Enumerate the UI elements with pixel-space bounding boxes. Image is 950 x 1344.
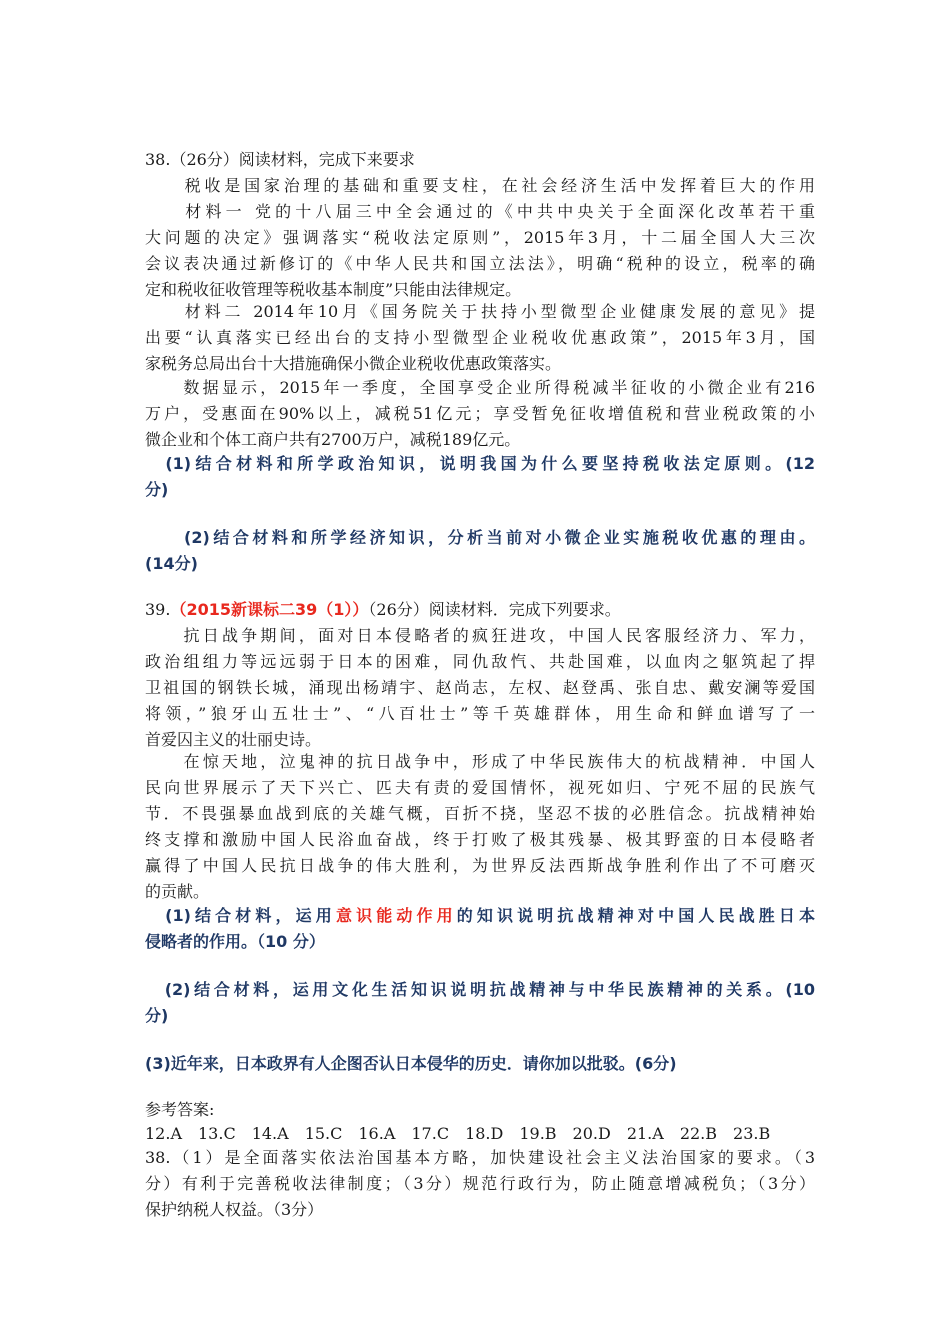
answers-q38-line: 分）有利于完善税收法律制度；（3分）规范行政行为，防止随意增减税负；（3分） — [145, 1174, 815, 1193]
q38-material-line: 微企业和个体工商户共有2700万户，减税189亿元。 — [145, 430, 521, 449]
q38-material-line: 税收是国家治理的基础和重要支柱，在社会经济生活中发挥着巨大的作用 — [145, 176, 815, 195]
q38-question-2-cont: (14分) — [145, 554, 198, 573]
q39-question-1-prefix: (1)结合材料，运用 — [145, 906, 336, 925]
q39-question-1-highlight: 意识能动作用 — [335, 906, 457, 925]
q39-question-1-suffix: 的知识说明抗战精神对中国人民战胜日本 — [456, 906, 815, 925]
q39-question-2: (2)结合材料，运用文化生活知识说明抗战精神与中华民族精神的关系。(10 — [145, 980, 815, 999]
answers-q38-line: 保护纳税人权益。（3分） — [145, 1200, 324, 1219]
q38-material-line: 大问题的决定》强调落实“税收法定原则”，2015年3月，十二届全国人大三次 — [145, 228, 815, 247]
q39-material-line: 首爱囚主义的壮丽史诗。 — [145, 730, 322, 749]
q39-question-1 — [145, 904, 815, 928]
q39-material-line: 抗日战争期间，面对日本侵略者的疯狂进攻，中国人民客服经济力、军力， — [145, 626, 815, 645]
q39-material-line: 赢得了中国人民抗日战争的伟大胜利，为世界反法西斯战争胜利作出了不可磨灭 — [145, 856, 815, 875]
q39-question-2-cont: 分) — [145, 1006, 169, 1025]
q38-material-line: 材料二 2014年10月《国务院关于扶持小型微型企业健康发展的意见》提 — [145, 302, 815, 321]
q39-header-text: （26分）阅读材料．完成下列要求。 — [368, 600, 621, 619]
q39-header — [145, 598, 815, 622]
answers-choices: 12.A 13.C 14.A 15.C 16.A 17.C 18.D 19.B 20.D 21.A 22.B 23.B — [145, 1124, 771, 1143]
q38-question-2: (2)结合材料和所学经济知识，分析当前对小微企业实施税收优惠的理由。 — [145, 528, 815, 547]
q38-header: 38.（26分）阅读材料，完成下来要求 — [145, 150, 415, 169]
q39-material-line: 民向世界展示了天下兴亡、匹夫有责的爱国情怀，视死如归、宁死不屈的民族气 — [145, 778, 815, 797]
q38-question-1-cont: 分) — [145, 480, 169, 499]
q38-material-line: 数据显示，2015年一季度，全国享受企业所得税减半征收的小微企业有216 — [145, 378, 815, 397]
q39-material-line: 将领，”狼牙山五壮士”、“八百壮士”等千英雄群体，用生命和鲜血谱写了一 — [145, 704, 815, 723]
q39-question-1-cont: 侵略者的作用。（10 分） — [145, 932, 325, 951]
q39-source-tag: （2015新课标二39（1）） — [170, 600, 369, 619]
q38-material-line: 家税务总局出台十大措施确保小微企业税收优惠政策落实。 — [145, 354, 562, 373]
q39-material-line: 的贡献。 — [145, 882, 210, 901]
q39-material-line: 在惊天地，泣鬼神的抗日战争中，形成了中华民族伟大的杭战精神．中国人 — [145, 752, 815, 771]
q38-question-1: (1)结合材料和所学政治知识，说明我国为什么要坚持税收法定原则。(12 — [145, 454, 815, 473]
q39-material-line: 卫祖国的钢铁长城，涌现出杨靖宇、赵尚志，左权、赵登禹、张自忠、戴安澜等爱国 — [145, 678, 815, 697]
q39-material-line: 节．不畏强暴血战到底的关雄气概，百折不挠，坚忍不拔的必胜信念。抗战精神始 — [145, 804, 815, 823]
q38-material-line: 万户，受惠面在90%以上，减税51亿元；享受暂免征收增值税和营业税政策的小 — [145, 404, 815, 423]
q39-number: 39. — [145, 600, 171, 619]
q39-material-line: 终支撑和激励中国人民浴血奋战，终于打败了极其残暴、极其野蛮的日本侵略者 — [145, 830, 815, 849]
q39-question-3: (3)近年来，日本政界有人企图否认日本侵华的历史．请你加以批驳。(6分) — [145, 1054, 677, 1073]
answers-q38-line: 38.（1）是全面落实依法治国基本方略，加快建设社会主义法治国家的要求。（3 — [145, 1148, 815, 1167]
q38-material-line: 会议表决通过新修订的《中华人民共和国立法法》，明确“税种的设立，税率的确 — [145, 254, 815, 273]
q38-material-line: 材料一 党的十八届三中全会通过的《中共中央关于全面深化改革若干重 — [145, 202, 815, 221]
q38-material-line: 定和税收征收管理等税收基本制度”只能由法律规定。 — [145, 280, 522, 299]
answers-title: 参考答案: — [145, 1100, 215, 1119]
q39-material-line: 政治组组力等远远弱于日本的困难，同仇敌忾、共赴国难，以血肉之躯筑起了捍 — [145, 652, 815, 671]
q38-material-line: 出要“认真落实已经出台的支持小型微型企业税收优惠政策”，2015年3月，国 — [145, 328, 815, 347]
